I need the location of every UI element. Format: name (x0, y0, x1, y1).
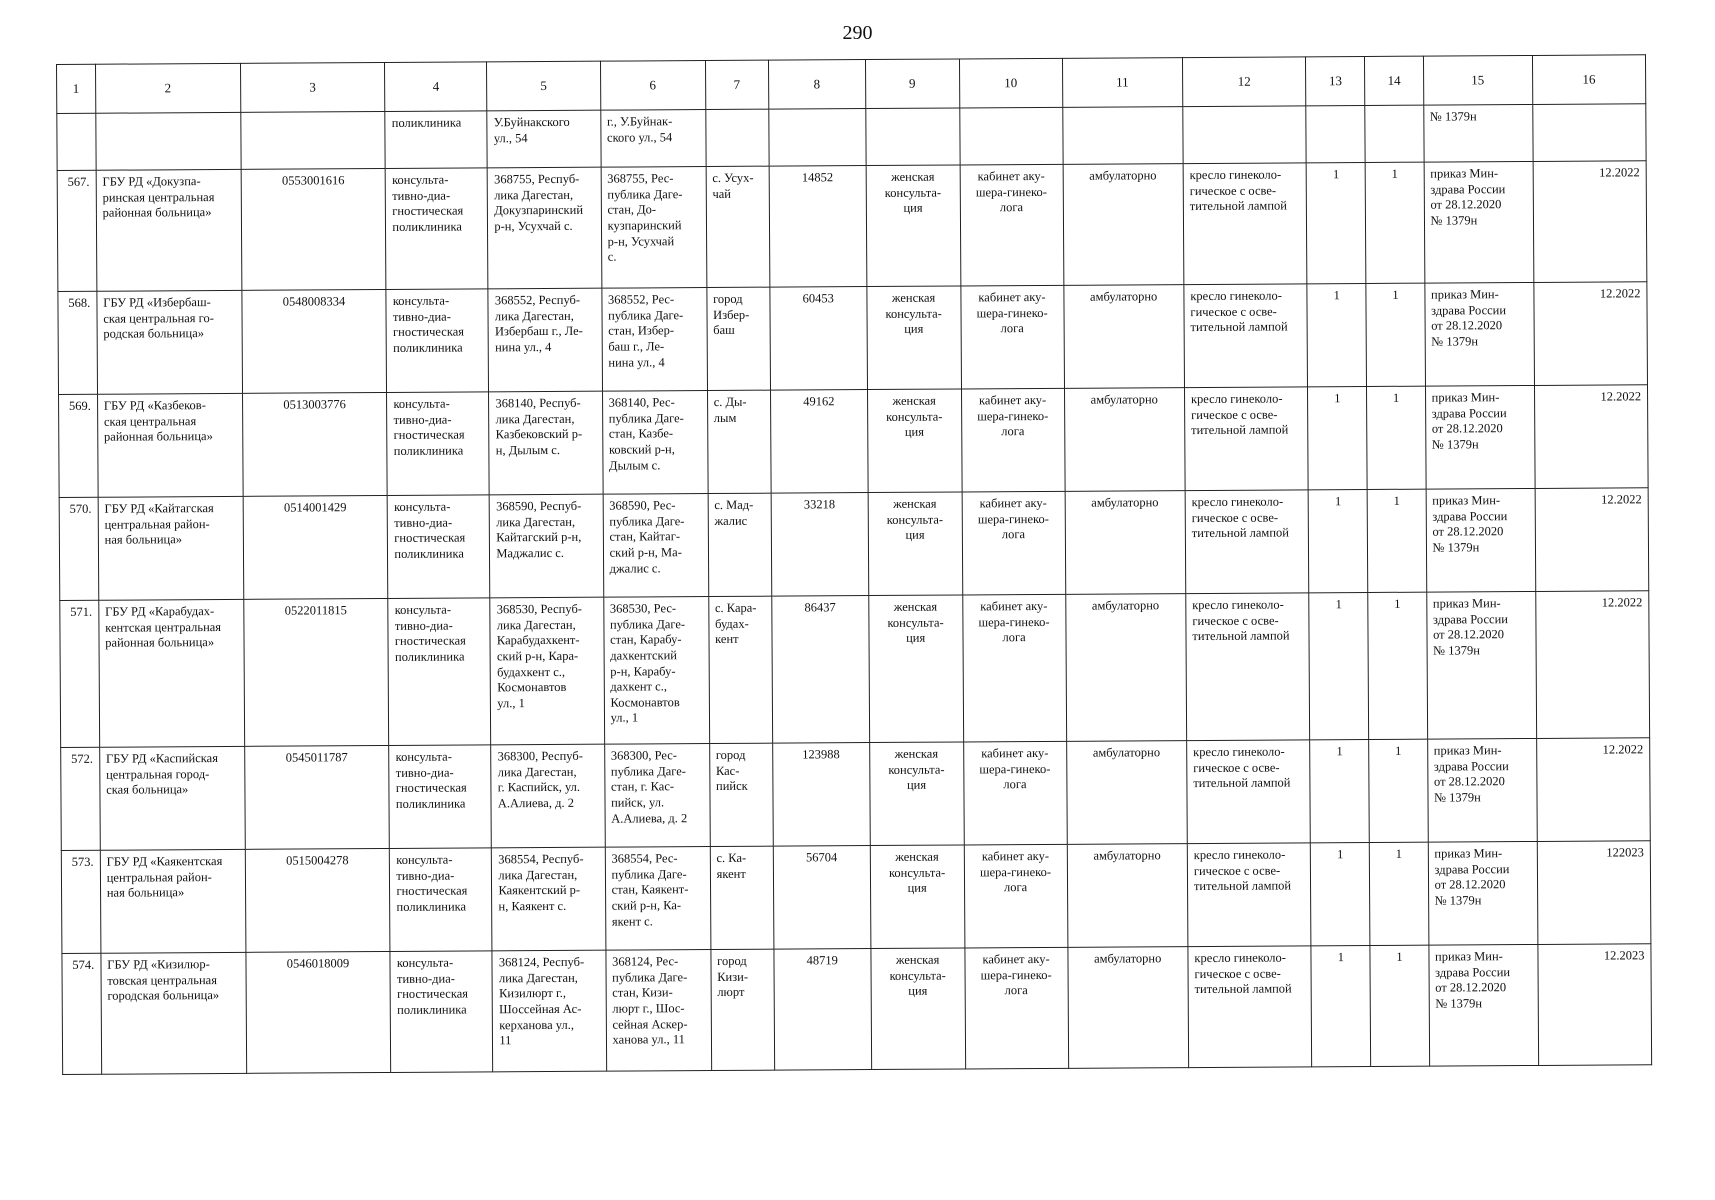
column-header: 9 (865, 59, 959, 109)
legal-address-cell: 368530, Респуб- лика Дагестан, Карабудахкент- ский р-н, Кара- будахкент с., Космонавтов ул., 1 (490, 597, 604, 745)
column-header: 2 (95, 63, 240, 113)
care-condition-cell: амбулаторно (1063, 285, 1184, 389)
continuation-cell: № 1379н (1423, 104, 1532, 162)
actual-address-cell: 368554, Рес- публика Даге- стан, Каякент- ский р-н, Ка- якент с. (605, 847, 711, 951)
equipment-cell: кресло гинеколо- гическое с осве- тительной лампой (1187, 843, 1311, 947)
quantity-2-cell: 1 (1367, 386, 1426, 489)
locality-cell: с. Ды- лым (707, 390, 771, 493)
quantity-2-cell: 1 (1366, 283, 1425, 386)
service-type-cell: женская консульта- ция (870, 845, 964, 949)
care-condition-cell: амбулаторно (1064, 388, 1185, 492)
order-reference-cell: приказ Мин- здрава России от 28.12.2020 № 1379н (1424, 282, 1534, 386)
column-header: 8 (768, 60, 865, 110)
room-type-cell: кабинет аку- шера-гинеко- лога (964, 947, 1068, 1069)
continuation-cell (705, 109, 769, 166)
org-code-cell: 0548008334 (241, 289, 386, 393)
facility-kind-cell: консульта- тивно-диа- гностическая поликлиника (386, 289, 489, 393)
organization-name-cell: ГБУ РД «Казбеков- ская центральная районная больница» (97, 393, 242, 497)
column-header: 5 (487, 61, 601, 111)
deadline-date-cell: 12.2022 (1534, 282, 1648, 386)
table-body (57, 104, 1652, 1075)
column-header: 12 (1182, 57, 1306, 107)
population-cell: 56704 (773, 846, 871, 950)
quantity-1-cell: 1 (1307, 284, 1367, 387)
organization-name-cell: ГБУ РД «Карабудах- кентская центральная районная больница» (99, 599, 245, 747)
facility-kind-cell: консульта- тивно-диа- гностическая поликлиника (387, 392, 490, 496)
room-type-cell: кабинет аку- шера-гинеко- лога (962, 491, 1066, 595)
continuation-cell (959, 107, 1062, 165)
continuation-cell (1062, 107, 1183, 165)
deadline-date-cell: 12.2022 (1534, 385, 1648, 489)
facility-kind-cell: консульта- тивно-диа- гностическая поликлиника (390, 848, 493, 952)
quantity-2-cell: 1 (1368, 592, 1427, 739)
order-reference-cell: приказ Мин- здрава России от 28.12.2020 № 1379н (1424, 161, 1534, 283)
order-reference-cell: приказ Мин- здрава России от 28.12.2020 № 1379н (1427, 738, 1537, 842)
facility-kind-cell: консульта- тивно-диа- гностическая поликлиника (388, 495, 491, 599)
locality-cell: с. Ка- якент (710, 846, 774, 949)
registry-sheet (56, 54, 1652, 1075)
equipment-cell: кресло гинеколо- гическое с осве- тительной лампой (1185, 490, 1309, 594)
actual-address-cell: 368590, Рес- публика Даге- стан, Кайтаг- ский р-н, Ма- джалис с. (603, 494, 709, 598)
equipment-cell: кресло гинеколо- гическое с осве- тительной лампой (1183, 163, 1307, 285)
facility-kind-cell: консульта- тивно-диа- гностическая поликлиника (389, 745, 492, 849)
care-condition-cell: амбулаторно (1063, 164, 1184, 286)
page-number: 290 (842, 22, 873, 44)
room-type-cell: кабинет аку- шера-гинеко- лога (964, 844, 1068, 948)
continuation-cell (1365, 105, 1423, 162)
quantity-2-cell: 1 (1370, 842, 1429, 945)
column-header: 3 (240, 62, 385, 112)
actual-address-cell: 368755, Рес- публика Даге- стан, До- кузпаринский р-н, Усухчай с. (601, 167, 707, 289)
row-number-cell: 569. (59, 394, 98, 497)
service-type-cell: женская консульта- ция (867, 286, 961, 390)
order-reference-cell: приказ Мин- здрава России от 28.12.2020 № 1379н (1426, 488, 1536, 592)
column-header: 11 (1062, 58, 1183, 108)
service-type-cell: женская консульта- ция (871, 948, 966, 1070)
legal-address-cell: 368552, Респуб- лика Дагестан, Избербаш г., Ле- нина ул., 4 (488, 288, 602, 392)
organization-name-cell: ГБУ РД «Каспийская центральная город- ская больница» (99, 746, 244, 850)
care-condition-cell: амбулаторно (1065, 594, 1186, 742)
population-cell: 14852 (769, 166, 867, 288)
registry-table (56, 54, 1652, 1075)
table-row (61, 738, 1651, 851)
row-number-cell: 572. (61, 747, 100, 850)
continuation-cell (240, 111, 385, 169)
legal-address-cell: 368554, Респуб- лика Дагестан, Каякентский р- н, Каякент с. (492, 847, 606, 951)
deadline-date-cell: 122023 (1537, 841, 1651, 945)
population-cell: 48719 (774, 949, 872, 1071)
legal-address-cell: 368124, Респуб- лика Дагестан, Кизилюрт г., Шоссейная Ас- керханова ул., 11 (492, 950, 606, 1072)
locality-cell: город Кас- пийск (709, 743, 773, 846)
quantity-1-cell: 1 (1311, 842, 1371, 945)
table-row (61, 841, 1651, 954)
row-number-cell: 567. (57, 170, 96, 291)
quantity-2-cell: 1 (1366, 162, 1425, 283)
column-header: 14 (1365, 56, 1423, 105)
table-row (57, 161, 1647, 292)
quantity-1-cell: 1 (1309, 592, 1369, 739)
continuation-cell (1532, 104, 1646, 162)
row-number-cell: 568. (58, 291, 97, 394)
row-number-cell: 574. (62, 953, 101, 1074)
deadline-date-cell: 12.2022 (1535, 591, 1649, 739)
table-row (62, 944, 1652, 1075)
org-code-cell: 0515004278 (245, 848, 390, 952)
legal-address-cell: 368140, Респуб- лика Дагестан, Казбековский р- н, Дылым с. (489, 391, 603, 495)
column-header: 1 (57, 64, 96, 113)
org-code-cell: 0522011815 (243, 598, 389, 746)
room-type-cell: кабинет аку- шера-гинеко- лога (960, 164, 1064, 286)
actual-address-cell: 368300, Рес- публика Даге- стан, г. Кас- пийск, ул. А.Алиева, д. 2 (604, 744, 710, 848)
room-type-cell: кабинет аку- шера-гинеко- лога (960, 285, 1064, 389)
quantity-2-cell: 1 (1368, 489, 1427, 592)
facility-kind-cell: консульта- тивно-диа- гностическая поликлиника (390, 951, 493, 1073)
table-row (58, 282, 1648, 395)
locality-cell: с. Усух- чай (706, 166, 770, 287)
service-type-cell: женская консульта- ция (869, 742, 963, 846)
column-header: 16 (1532, 55, 1646, 105)
organization-name-cell: ГБУ РД «Докузпа- ринская центральная районная больница» (96, 169, 242, 291)
quantity-1-cell: 1 (1310, 739, 1370, 842)
actual-address-cell: 368530, Рес- публика Даге- стан, Карабу- дахкентский р-н, Карабу- дахкент с., Космонавтов ул., 1 (603, 597, 709, 745)
locality-cell: с. Кара- будах- кент (708, 596, 772, 743)
population-cell: 86437 (772, 596, 870, 744)
continuation-cell (96, 112, 241, 170)
continuation-cell (865, 108, 959, 166)
service-type-cell: женская консульта- ция (866, 165, 961, 287)
row-number-cell: 573. (61, 850, 100, 953)
deadline-date-cell: 12.2022 (1536, 738, 1650, 842)
order-reference-cell: приказ Мин- здрава России от 28.12.2020 № 1379н (1428, 944, 1538, 1066)
continuation-cell: г., У.Буйнак- ского ул., 54 (600, 110, 705, 168)
column-header: 10 (959, 58, 1062, 108)
continuation-cell (769, 109, 866, 167)
continuation-cell (1183, 106, 1307, 164)
column-header: 13 (1306, 57, 1365, 106)
room-type-cell: кабинет аку- шера-гинеко- лога (962, 594, 1066, 742)
quantity-2-cell: 1 (1370, 945, 1429, 1066)
equipment-cell: кресло гинеколо- гическое с осве- тительной лампой (1184, 387, 1308, 491)
deadline-date-cell: 12.2022 (1533, 161, 1647, 283)
table-row (59, 385, 1649, 498)
room-type-cell: кабинет аку- шера-гинеко- лога (963, 741, 1067, 845)
deadline-date-cell: 12.2023 (1538, 944, 1652, 1066)
organization-name-cell: ГБУ РД «Избербаш- ская центральная го- родская больница» (97, 290, 242, 394)
column-header: 4 (385, 62, 487, 112)
locality-cell: с. Мад- жалис (708, 493, 772, 596)
table-row (60, 591, 1650, 748)
organization-name-cell: ГБУ РД «Кизилюр- товская центральная городская больница» (101, 952, 247, 1074)
quantity-1-cell: 1 (1311, 945, 1371, 1066)
legal-address-cell: 368755, Респуб- лика Дагестан, Докузпаринский р-н, Усухчай с. (488, 167, 602, 289)
service-type-cell: женская консульта- ция (868, 492, 962, 596)
population-cell: 49162 (770, 390, 868, 494)
locality-cell: город Кизи- люрт (711, 949, 775, 1070)
column-header: 6 (600, 61, 705, 111)
org-code-cell: 0545011787 (244, 745, 389, 849)
organization-name-cell: ГБУ РД «Кайтагская центральная район- ная больница» (98, 496, 243, 600)
care-condition-cell: амбулаторно (1067, 844, 1188, 948)
quantity-1-cell: 1 (1308, 386, 1368, 489)
actual-address-cell: 368124, Рес- публика Даге- стан, Кизи- люрт г., Шос- сейная Аскер- ханова ул., 11 (605, 950, 711, 1072)
continuation-row (57, 104, 1646, 171)
deadline-date-cell: 12.2022 (1535, 488, 1649, 592)
actual-address-cell: 368140, Рес- публика Даге- стан, Казбе- ковский р-н, Дылым с. (602, 391, 708, 495)
continuation-cell: У.Буйнакского ул., 54 (487, 110, 601, 168)
quantity-2-cell: 1 (1369, 739, 1428, 842)
organization-name-cell: ГБУ РД «Каякентская центральная район- ная больница» (100, 849, 245, 953)
continuation-cell (1306, 106, 1365, 163)
org-code-cell: 0514001429 (243, 495, 388, 599)
population-cell: 123988 (772, 743, 870, 847)
service-type-cell: женская консульта- ция (868, 595, 963, 743)
table-row (59, 488, 1649, 601)
room-type-cell: кабинет аку- шера-гинеко- лога (961, 388, 1065, 492)
row-number-cell: 570. (59, 497, 98, 600)
care-condition-cell: амбулаторно (1065, 491, 1186, 595)
legal-address-cell: 368300, Респуб- лика Дагестан, г. Каспийск, ул. А.Алиева, д. 2 (491, 744, 605, 848)
service-type-cell: женская консульта- ция (867, 389, 961, 493)
order-reference-cell: приказ Мин- здрава России от 28.12.2020 № 1379н (1425, 385, 1535, 489)
facility-kind-cell: консульта- тивно-диа- гностическая поликлиника (386, 168, 489, 290)
column-header: 15 (1423, 55, 1532, 105)
row-number-cell: 571. (60, 600, 100, 747)
order-reference-cell: приказ Мин- здрава России от 28.12.2020 № 1379н (1428, 841, 1538, 945)
org-code-cell: 0513003776 (242, 392, 387, 496)
population-cell: 60453 (770, 287, 868, 391)
org-code-cell: 0553001616 (241, 168, 387, 290)
equipment-cell: кресло гинеколо- гическое с осве- тительной лампой (1184, 284, 1308, 388)
equipment-cell: кресло гинеколо- гическое с осве- тительной лампой (1187, 740, 1311, 844)
equipment-cell: кресло гинеколо- гическое с осве- тительной лампой (1188, 946, 1312, 1068)
quantity-1-cell: 1 (1308, 489, 1368, 592)
population-cell: 33218 (771, 493, 869, 597)
care-condition-cell: амбулаторно (1066, 741, 1187, 845)
continuation-cell: поликлиника (385, 111, 487, 169)
actual-address-cell: 368552, Рес- публика Даге- стан, Избер- баш г., Ле- нина ул., 4 (601, 288, 707, 392)
column-header: 7 (705, 60, 769, 109)
org-code-cell: 0546018009 (245, 951, 391, 1073)
continuation-cell (57, 113, 96, 170)
quantity-1-cell: 1 (1306, 163, 1366, 284)
order-reference-cell: приказ Мин- здрава России от 28.12.2020 № 1379н (1426, 591, 1536, 739)
equipment-cell: кресло гинеколо- гическое с осве- тительной лампой (1186, 593, 1310, 741)
locality-cell: город Избер- баш (706, 287, 770, 390)
care-condition-cell: амбулаторно (1067, 947, 1188, 1069)
legal-address-cell: 368590, Респуб- лика Дагестан, Кайтагский р-н, Маджалис с. (489, 494, 603, 598)
facility-kind-cell: консульта- тивно-диа- гностическая поликлиника (388, 598, 491, 746)
